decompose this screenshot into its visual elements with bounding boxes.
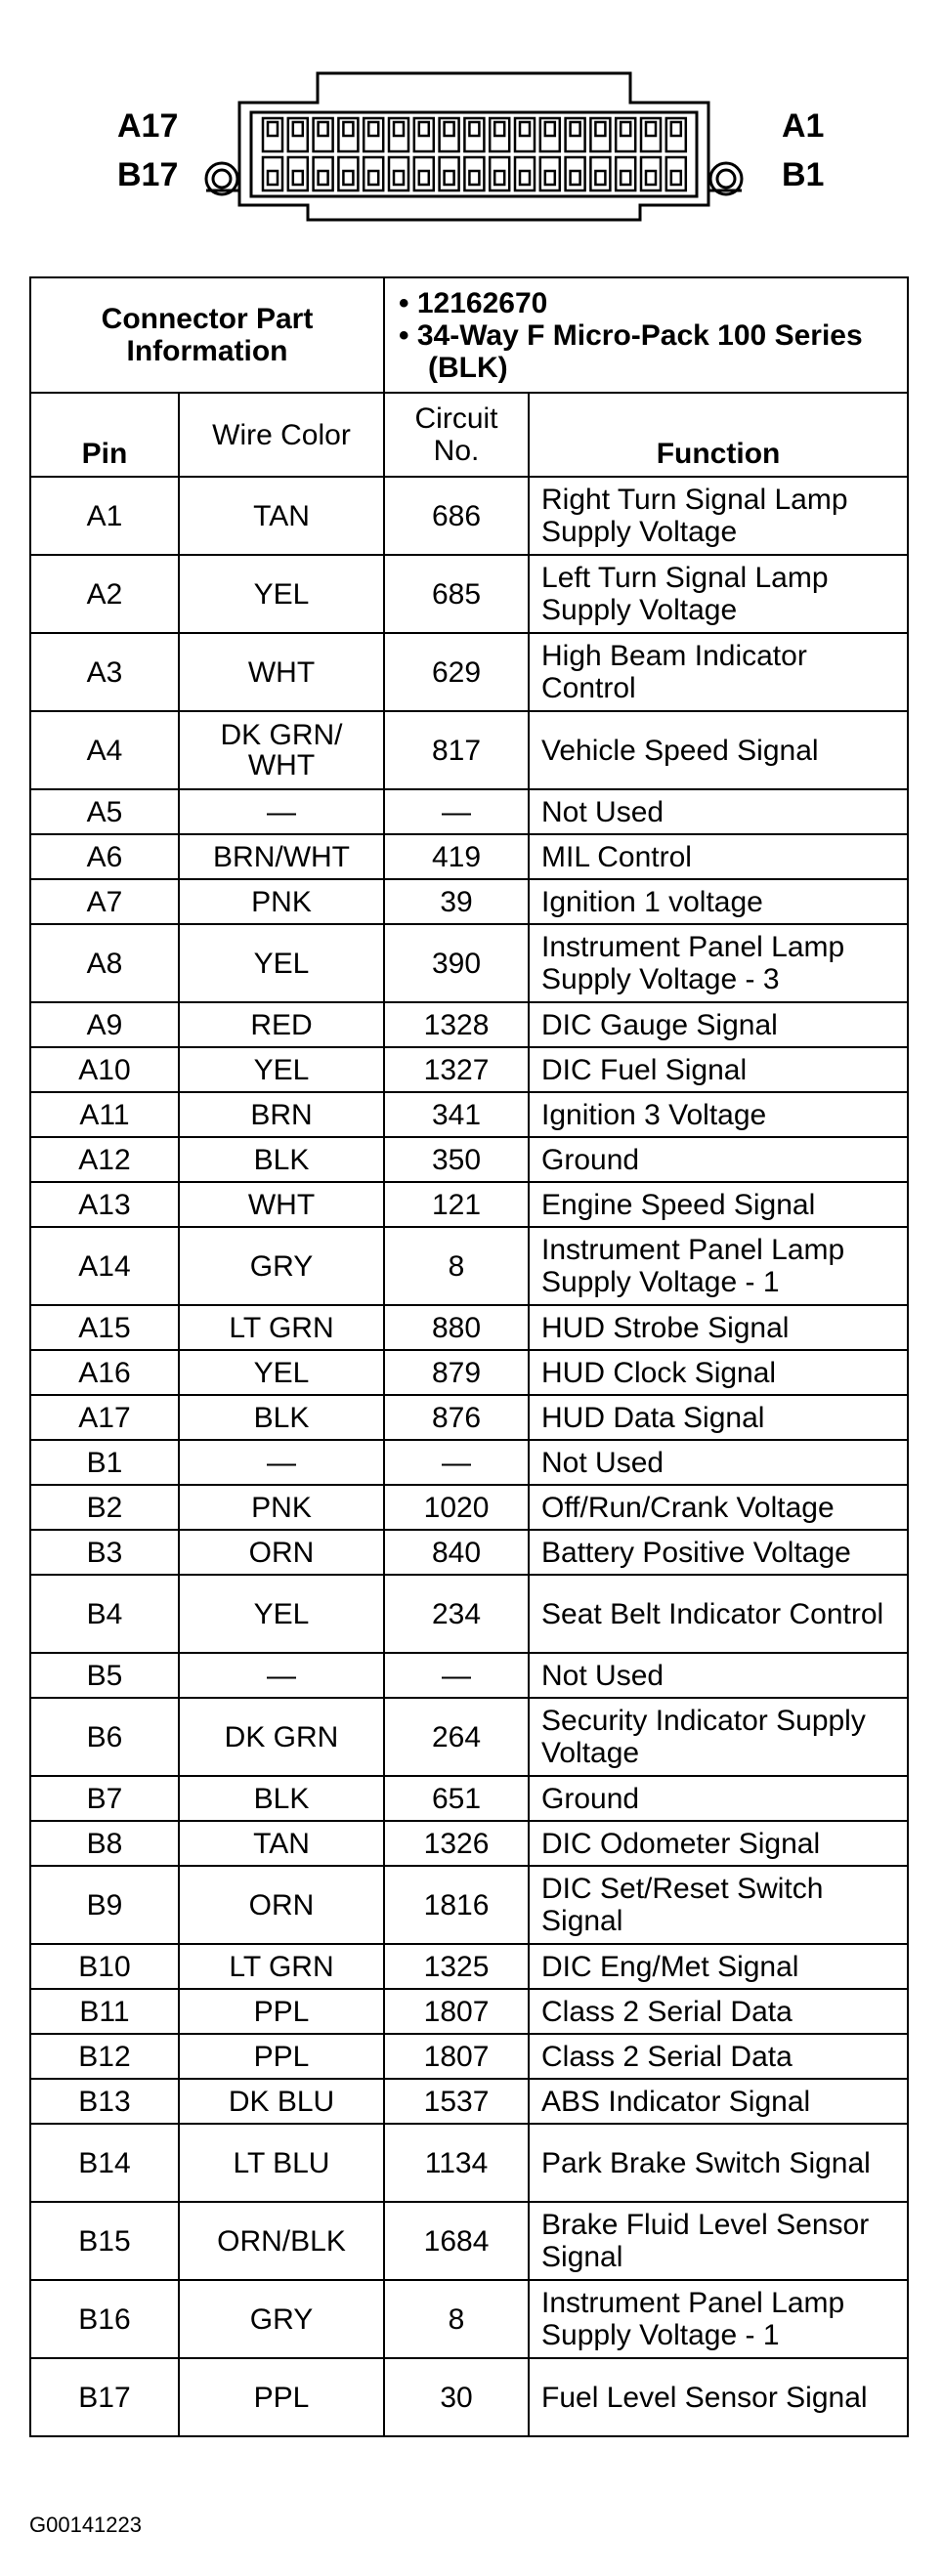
table-row [30, 2124, 908, 2202]
circuit-cell: 1327 [384, 1047, 529, 1092]
function-cell: DIC Odometer Signal [529, 1821, 908, 1866]
part-number: • 12162670 [399, 286, 548, 319]
wire-color-cell: BRN [179, 1092, 384, 1137]
pin-cell: B16 [30, 2280, 179, 2358]
col-header-pin: Pin [30, 393, 179, 477]
table-row [30, 1440, 908, 1485]
table-row [30, 1350, 908, 1395]
pin-cell: A1 [30, 477, 179, 555]
pin-cell: B6 [30, 1698, 179, 1776]
table-row [30, 1575, 908, 1653]
connector-pin-terminal [319, 171, 328, 185]
table-row [30, 2202, 908, 2280]
wire-color-cell: GRY [179, 1227, 384, 1305]
pin-cell: A9 [30, 1002, 179, 1047]
part-info-row [30, 277, 908, 393]
col-header-circuit-no: Circuit No. [384, 393, 529, 477]
connector-label-b1: B1 [782, 156, 825, 193]
wire-color-cell: DK GRN/ WHT [179, 711, 384, 789]
wire-color-cell: ORN [179, 1530, 384, 1575]
function-cell: Brake Fluid Level Sensor Signal [529, 2202, 908, 2280]
connector-pin-terminal [293, 171, 303, 185]
part-description-text: 34-Way F Micro-Pack 100 Series (BLK) [416, 318, 863, 384]
function-cell: Seat Belt Indicator Control [529, 1575, 908, 1653]
pin-cell: A6 [30, 834, 179, 879]
pin-cell: B9 [30, 1866, 179, 1944]
connector-pin-terminal [545, 122, 555, 136]
circuit-cell: 817 [384, 711, 529, 789]
pin-cell: B13 [30, 2079, 179, 2124]
column-header-row [30, 393, 908, 477]
function-cell: Ignition 3 Voltage [529, 1092, 908, 1137]
function-cell: Fuel Level Sensor Signal [529, 2358, 908, 2436]
circuit-cell: 390 [384, 924, 529, 1002]
table-row [30, 2358, 908, 2436]
function-cell: Ground [529, 1137, 908, 1182]
pin-cell: B17 [30, 2358, 179, 2436]
connector-pin-terminal [368, 171, 378, 185]
table-row [30, 1182, 908, 1227]
connector-pin-terminal [494, 122, 504, 136]
connector-pin-terminal [520, 171, 530, 185]
function-cell: High Beam Indicator Control [529, 633, 908, 711]
circuit-cell: 1537 [384, 2079, 529, 2124]
connector-pin-terminal [343, 122, 353, 136]
circuit-cell: 880 [384, 1305, 529, 1350]
table-row [30, 633, 908, 711]
circuit-cell: 840 [384, 1530, 529, 1575]
table-row [30, 1395, 908, 1440]
function-cell: HUD Data Signal [529, 1395, 908, 1440]
wire-color-cell: WHT [179, 633, 384, 711]
table-row [30, 1944, 908, 1989]
circuit-cell: 234 [384, 1575, 529, 1653]
pin-cell: B12 [30, 2034, 179, 2079]
table-row [30, 2280, 908, 2358]
function-cell: Class 2 Serial Data [529, 1989, 908, 2034]
circuit-cell: 1325 [384, 1944, 529, 1989]
function-cell: DIC Set/Reset Switch Signal [529, 1866, 908, 1944]
table-row [30, 1047, 908, 1092]
pin-cell: B5 [30, 1653, 179, 1698]
connector-pin-terminal [520, 122, 530, 136]
pin-cell: A13 [30, 1182, 179, 1227]
table-row [30, 1002, 908, 1047]
connector-label-a1: A1 [782, 107, 825, 145]
circuit-cell: 264 [384, 1698, 529, 1776]
circuit-cell: 651 [384, 1776, 529, 1821]
part-info-label: Connector Part Information [30, 277, 384, 393]
table-row [30, 1989, 908, 2034]
function-cell: Ignition 1 voltage [529, 879, 908, 924]
col-header-function: Function [529, 393, 908, 477]
function-cell: Not Used [529, 1653, 908, 1698]
part-info-values [384, 277, 908, 393]
pin-cell: B2 [30, 1485, 179, 1530]
connector-pin-terminal [469, 122, 479, 136]
pin-cell: A7 [30, 879, 179, 924]
table-row [30, 1776, 908, 1821]
pin-cell: B4 [30, 1575, 179, 1653]
connector-label-b17: B17 [117, 156, 179, 193]
circuit-cell: 1807 [384, 1989, 529, 2034]
table-row [30, 1485, 908, 1530]
wire-color-cell: DK GRN [179, 1698, 384, 1776]
connector-pin-terminal [621, 171, 630, 185]
pin-cell: B1 [30, 1440, 179, 1485]
wire-color-cell: YEL [179, 555, 384, 633]
function-cell: Not Used [529, 789, 908, 834]
wire-color-cell: PPL [179, 2034, 384, 2079]
circuit-cell: 1807 [384, 2034, 529, 2079]
wire-color-cell: ORN/BLK [179, 2202, 384, 2280]
circuit-cell: 1134 [384, 2124, 529, 2202]
circuit-cell: 629 [384, 633, 529, 711]
connector-pin-terminal [343, 171, 353, 185]
circuit-cell: 121 [384, 1182, 529, 1227]
wire-color-cell: PPL [179, 2358, 384, 2436]
function-cell: ABS Indicator Signal [529, 2079, 908, 2124]
pin-cell: A16 [30, 1350, 179, 1395]
function-cell: DIC Fuel Signal [529, 1047, 908, 1092]
connector-pin-terminal [319, 122, 328, 136]
function-cell: HUD Clock Signal [529, 1350, 908, 1395]
pin-cell: B8 [30, 1821, 179, 1866]
connector-pinout-table [29, 276, 909, 2437]
connector-pin-terminal [394, 171, 404, 185]
circuit-cell: — [384, 1653, 529, 1698]
wire-color-cell: YEL [179, 1575, 384, 1653]
connector-pin-terminal [571, 122, 580, 136]
circuit-cell: 1816 [384, 1866, 529, 1944]
wire-color-cell: LT GRN [179, 1305, 384, 1350]
table-row [30, 1227, 908, 1305]
function-cell: Off/Run/Crank Voltage [529, 1485, 908, 1530]
wire-color-cell: — [179, 1440, 384, 1485]
wire-color-cell: TAN [179, 1821, 384, 1866]
connector-pin-terminal [671, 171, 681, 185]
table-row [30, 1866, 908, 1944]
function-cell: Engine Speed Signal [529, 1182, 908, 1227]
connector-pin-terminal [494, 171, 504, 185]
circuit-cell: 879 [384, 1350, 529, 1395]
function-cell: Not Used [529, 1440, 908, 1485]
wire-color-cell: YEL [179, 924, 384, 1002]
connector-pin-terminal [419, 171, 429, 185]
connector-pin-terminal [394, 122, 404, 136]
function-cell: Vehicle Speed Signal [529, 711, 908, 789]
wire-color-cell: TAN [179, 477, 384, 555]
wire-color-cell: PNK [179, 879, 384, 924]
function-cell: Instrument Panel Lamp Supply Voltage - 3 [529, 924, 908, 1002]
wire-color-cell: YEL [179, 1047, 384, 1092]
table-row [30, 477, 908, 555]
connector-pin-terminal [646, 171, 656, 185]
circuit-cell: 39 [384, 879, 529, 924]
pin-cell: A11 [30, 1092, 179, 1137]
wire-color-cell: PNK [179, 1485, 384, 1530]
wire-color-cell: WHT [179, 1182, 384, 1227]
circuit-cell: — [384, 789, 529, 834]
pin-cell: A8 [30, 924, 179, 1002]
circuit-cell: 1684 [384, 2202, 529, 2280]
function-cell: Instrument Panel Lamp Supply Voltage - 1 [529, 1227, 908, 1305]
table-row [30, 789, 908, 834]
wire-color-cell: RED [179, 1002, 384, 1047]
circuit-cell: 30 [384, 2358, 529, 2436]
circuit-cell: — [384, 1440, 529, 1485]
table-row [30, 555, 908, 633]
wire-color-cell: BLK [179, 1137, 384, 1182]
pin-cell: A14 [30, 1227, 179, 1305]
table-row [30, 1137, 908, 1182]
connector-pin-terminal [571, 171, 580, 185]
table-row [30, 1821, 908, 1866]
circuit-cell: 350 [384, 1137, 529, 1182]
pin-cell: A10 [30, 1047, 179, 1092]
table-row [30, 1653, 908, 1698]
circuit-cell: 685 [384, 555, 529, 633]
connector-pin-terminal [293, 122, 303, 136]
function-cell: Ground [529, 1776, 908, 1821]
circuit-cell: 686 [384, 477, 529, 555]
table-row [30, 2079, 908, 2124]
table-row [30, 924, 908, 1002]
function-cell: Left Turn Signal Lamp Supply Voltage [529, 555, 908, 633]
pin-cell: B15 [30, 2202, 179, 2280]
connector-pin-terminal [268, 171, 278, 185]
figure-id: G00141223 [29, 2513, 142, 2537]
pin-cell: A2 [30, 555, 179, 633]
circuit-cell: 8 [384, 2280, 529, 2358]
connector-pin-terminal [445, 122, 454, 136]
function-cell: HUD Strobe Signal [529, 1305, 908, 1350]
circuit-cell: 1326 [384, 1821, 529, 1866]
table-row [30, 1092, 908, 1137]
function-cell: DIC Eng/Met Signal [529, 1944, 908, 1989]
table-row [30, 711, 908, 789]
connector-pin-terminal [368, 122, 378, 136]
connector-pin-terminal [595, 122, 605, 136]
table-row [30, 1305, 908, 1350]
function-cell: DIC Gauge Signal [529, 1002, 908, 1047]
pin-cell: B7 [30, 1776, 179, 1821]
wire-color-cell: BLK [179, 1776, 384, 1821]
table-row [30, 879, 908, 924]
function-cell: Class 2 Serial Data [529, 2034, 908, 2079]
function-cell: Security Indicator Supply Voltage [529, 1698, 908, 1776]
function-cell: MIL Control [529, 834, 908, 879]
circuit-cell: 876 [384, 1395, 529, 1440]
wire-color-cell: BLK [179, 1395, 384, 1440]
connector-face-diagram [181, 63, 787, 230]
connector-pin-terminal [621, 122, 630, 136]
table-row [30, 834, 908, 879]
circuit-cell: 1328 [384, 1002, 529, 1047]
connector-pin-terminal [595, 171, 605, 185]
wire-color-cell: — [179, 1653, 384, 1698]
wire-color-cell: YEL [179, 1350, 384, 1395]
table-row [30, 1530, 908, 1575]
wire-color-cell: — [179, 789, 384, 834]
function-cell: Park Brake Switch Signal [529, 2124, 908, 2202]
pin-cell: A4 [30, 711, 179, 789]
pin-cell: A12 [30, 1137, 179, 1182]
function-cell: Right Turn Signal Lamp Supply Voltage [529, 477, 908, 555]
connector-pin-terminal [646, 122, 656, 136]
pin-cell: B11 [30, 1989, 179, 2034]
table-row [30, 2034, 908, 2079]
wire-color-cell: PPL [179, 1989, 384, 2034]
circuit-cell: 8 [384, 1227, 529, 1305]
circuit-cell: 341 [384, 1092, 529, 1137]
connector-label-a17: A17 [117, 107, 179, 145]
connector-pin-terminal [545, 171, 555, 185]
wire-color-cell: GRY [179, 2280, 384, 2358]
pin-cell: A15 [30, 1305, 179, 1350]
wire-color-cell: DK BLU [179, 2079, 384, 2124]
connector-pin-terminal [419, 122, 429, 136]
pin-cell: A5 [30, 789, 179, 834]
part-description: • 34-Way F Micro-Pack 100 Series (BLK) [399, 318, 863, 384]
table-row [30, 1698, 908, 1776]
connector-pin-terminal [469, 171, 479, 185]
circuit-cell: 419 [384, 834, 529, 879]
connector-pin-grid [263, 118, 686, 190]
function-cell: Battery Positive Voltage [529, 1530, 908, 1575]
part-number-text: 12162670 [416, 286, 548, 319]
wire-color-cell: BRN/WHT [179, 834, 384, 879]
pin-cell: B3 [30, 1530, 179, 1575]
pin-cell: B14 [30, 2124, 179, 2202]
connector-pin-terminal [445, 171, 454, 185]
circuit-cell: 1020 [384, 1485, 529, 1530]
connector-pin-terminal [671, 122, 681, 136]
wire-color-cell: LT GRN [179, 1944, 384, 1989]
col-header-wire-color: Wire Color [179, 393, 384, 477]
pin-cell: A3 [30, 633, 179, 711]
pin-cell: A17 [30, 1395, 179, 1440]
wire-color-cell: ORN [179, 1866, 384, 1944]
connector-pin-terminal [268, 122, 278, 136]
pin-cell: B10 [30, 1944, 179, 1989]
function-cell: Instrument Panel Lamp Supply Voltage - 1 [529, 2280, 908, 2358]
wire-color-cell: LT BLU [179, 2124, 384, 2202]
